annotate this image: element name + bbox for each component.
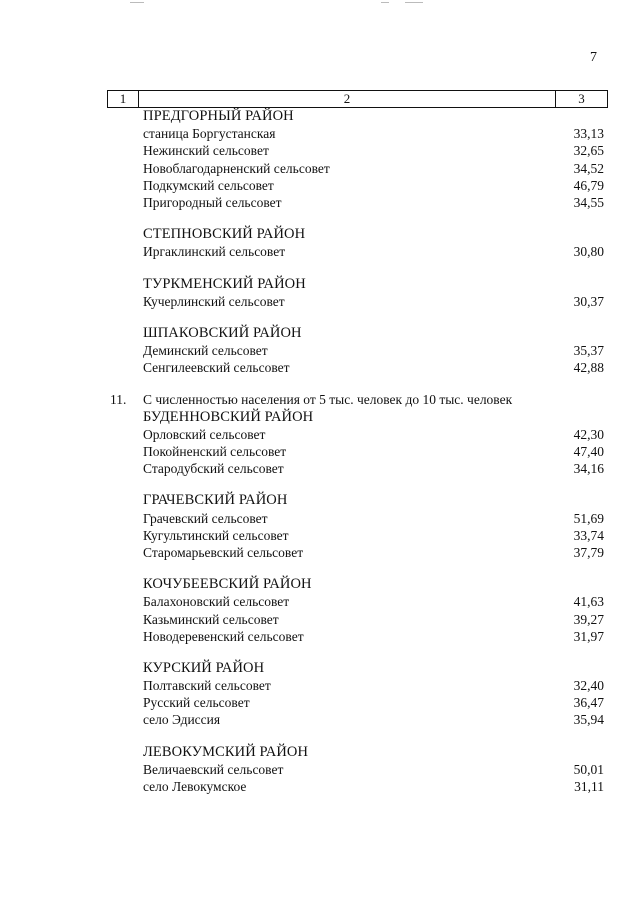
table-row — [108, 711, 606, 728]
district-heading: ПРЕДГОРНЫЙ РАЙОН — [143, 108, 294, 124]
table-row — [108, 761, 606, 778]
spacer — [108, 477, 606, 492]
settlement-value: 31,97 — [573, 628, 604, 644]
settlement-value: 41,63 — [573, 594, 604, 610]
spacer — [108, 211, 606, 226]
settlement-value: 39,27 — [573, 611, 604, 627]
table-row — [108, 293, 606, 310]
column-header-3: 3 — [578, 91, 585, 106]
settlement-value: 34,55 — [573, 194, 604, 210]
settlement-value: 50,01 — [573, 761, 604, 777]
district-heading: КУРСКИЙ РАЙОН — [143, 659, 265, 676]
settlement-value: 46,79 — [573, 177, 604, 193]
table-row — [108, 694, 606, 711]
settlement-name: Деминский сельсовет — [143, 343, 268, 359]
table-row — [108, 593, 606, 610]
settlement-value: 32,65 — [573, 143, 604, 159]
spacer — [108, 645, 606, 660]
settlement-value: 32,40 — [573, 678, 604, 694]
settlement-value: 37,79 — [573, 544, 604, 560]
section-title: С численностью населения от 5 тыс. человек до 10 тыс. человек — [143, 392, 513, 408]
section-number: 11. — [110, 392, 127, 408]
table-row — [108, 527, 606, 544]
settlement-name: Нежинский сельсовет — [143, 143, 269, 159]
district-heading: ЛЕВОКУМСКИЙ РАЙОН — [143, 743, 309, 760]
settlement-name: Кучерлинский сельсовет — [143, 293, 285, 309]
scan-mark — [381, 2, 389, 3]
settlement-name: станица Боргустанская — [143, 126, 276, 142]
settlement-value: 33,74 — [573, 527, 604, 543]
settlement-value: 31,11 — [574, 779, 604, 794]
settlement-name: село Левокумское — [143, 779, 247, 794]
table-header — [107, 90, 608, 108]
settlement-name: Новодеревенский сельсовет — [143, 628, 304, 644]
settlement-value: 35,37 — [573, 343, 604, 359]
settlement-name: Покойненский сельсовет — [143, 444, 287, 459]
settlement-value: 30,80 — [573, 244, 604, 260]
table-row — [108, 426, 606, 443]
table-row — [108, 778, 606, 795]
settlement-name: Грачевский сельсовет — [143, 510, 268, 526]
settlement-value: 51,69 — [573, 510, 604, 526]
settlement-name: Полтавский сельсовет — [143, 678, 271, 694]
table-row — [108, 443, 606, 460]
settlement-value: 34,16 — [573, 461, 604, 477]
table-row — [108, 194, 606, 211]
document-body — [108, 108, 606, 795]
settlement-name: Величаевский сельсовет — [143, 761, 284, 777]
spacer — [108, 261, 606, 276]
table-row — [108, 125, 606, 142]
table-row — [108, 243, 606, 260]
table-row — [108, 359, 606, 376]
scan-mark — [405, 2, 423, 3]
spacer — [108, 376, 606, 391]
settlement-value: 47,40 — [573, 444, 604, 459]
district-heading: БУДЕННОВСКИЙ РАЙОН — [143, 408, 314, 425]
page-number: 7 — [590, 50, 597, 65]
settlement-value: 30,37 — [573, 293, 604, 309]
settlement-name: Кугультинский сельсовет — [143, 527, 289, 543]
column-header-2: 2 — [139, 91, 556, 107]
settlement-name: Иргаклинский сельсовет — [143, 244, 286, 260]
table-row — [108, 460, 606, 477]
table-row — [108, 160, 606, 177]
settlement-name: Новоблагодарненский сельсовет — [143, 160, 330, 176]
column-header-1: 1 — [108, 91, 139, 107]
settlement-name: Подкумский сельсовет — [143, 177, 274, 193]
scan-mark — [130, 2, 144, 3]
table-row — [108, 628, 606, 645]
spacer — [108, 729, 606, 744]
settlement-name: Сенгилеевский сельсовет — [143, 360, 290, 376]
settlement-name: село Эдиссия — [143, 712, 221, 728]
settlement-name: Орловский сельсовет — [143, 426, 266, 442]
settlement-value: 34,52 — [573, 160, 604, 176]
settlement-name: Русский сельсовет — [143, 695, 250, 711]
table-row — [108, 177, 606, 194]
table-row — [108, 677, 606, 694]
table-row — [108, 611, 606, 628]
district-heading: КОЧУБЕЕВСКИЙ РАЙОН — [143, 576, 312, 593]
settlement-value: 35,94 — [573, 712, 604, 728]
district-heading: ГРАЧЕВСКИЙ РАЙОН — [143, 492, 288, 509]
settlement-value: 42,88 — [573, 360, 604, 376]
settlement-name: Балахоновский сельсовет — [143, 594, 290, 610]
settlement-value: 33,13 — [573, 126, 604, 142]
spacer — [108, 310, 606, 325]
table-row — [108, 544, 606, 561]
settlement-name: Старомарьевский сельсовет — [143, 544, 304, 560]
district-heading: ТУРКМЕНСКИЙ РАЙОН — [143, 275, 306, 292]
district-heading: СТЕПНОВСКИЙ РАЙОН — [143, 226, 306, 243]
settlement-name: Стародубский сельсовет — [143, 461, 284, 477]
table-row — [108, 510, 606, 527]
section-heading — [108, 391, 606, 408]
settlement-value: 36,47 — [573, 695, 604, 711]
settlement-value: 42,30 — [573, 426, 604, 442]
table-row — [108, 342, 606, 359]
settlement-name: Казьминский сельсовет — [143, 611, 279, 627]
table-row — [108, 142, 606, 159]
settlement-name: Пригородный сельсовет — [143, 194, 282, 210]
district-heading: ШПАКОВСКИЙ РАЙОН — [143, 324, 302, 341]
spacer — [108, 561, 606, 576]
